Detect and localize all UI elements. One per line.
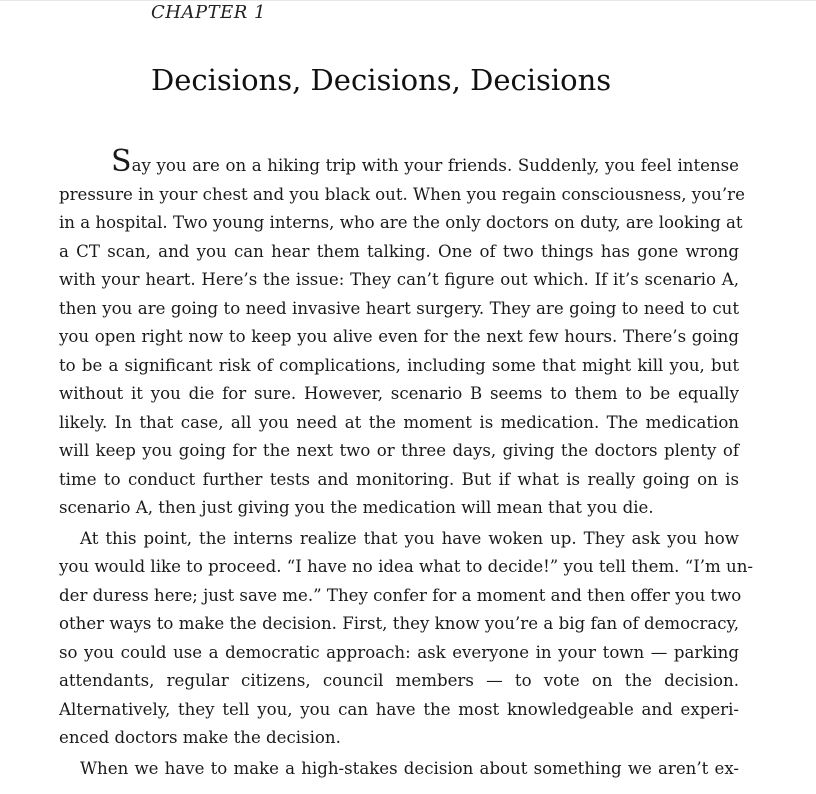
- text-line: to be a significant risk of complications, including some that might kill you, but: [59, 355, 739, 375]
- text-line: enced doctors make the decision.: [59, 728, 341, 747]
- text-line: without it you die for sure. However, scenario B seems to them to be equally: [59, 384, 739, 403]
- drop-cap: S: [111, 144, 132, 179]
- text-line: other ways to make the decision. First, they know you’re a big fan of democracy,: [59, 614, 739, 633]
- text-line: in a hospital. Two young interns, who are the only doctors on duty, are looking at: [59, 213, 743, 232]
- text-line: At this point, the interns realize that you have woken up. They ask you how: [80, 528, 739, 548]
- paragraph-1: [59, 144, 745, 523]
- text-line: will keep you going for the next two or three days, giving the doctors plenty of: [59, 441, 739, 460]
- text-line: time to conduct further tests and monitoring. But if what is really going on is: [59, 469, 739, 489]
- text-line: scenario A, then just giving you the medication will mean that you die.: [59, 498, 654, 517]
- text-line: you would like to proceed. “I have no idea what to decide!” you tell them. “I’m un-: [59, 557, 754, 576]
- top-rule: [0, 0, 816, 1]
- text-line: a CT scan, and you can hear them talking. One of two things has gone wrong: [59, 241, 739, 261]
- text-line: pressure in your chest and you black out. When you regain consciousness, you’re: [59, 184, 745, 204]
- paragraph-2: [59, 525, 754, 753]
- text-line: Say you are on a hiking trip with your friends. Suddenly, you feel intense: [111, 144, 739, 179]
- text-line: When we have to make a high-stakes decision about something we aren’t ex-: [80, 758, 739, 778]
- chapter-title: Decisions, Decisions, Decisions: [151, 63, 612, 97]
- paragraph-3: [59, 755, 739, 784]
- text-line: then you are going to need invasive heart surgery. They are going to need to cut: [59, 298, 739, 318]
- text-line: der duress here; just save me.” They confer for a moment and then offer you two: [59, 585, 742, 605]
- text-line: attendants, regular citizens, council members — to vote on the decision.: [59, 671, 739, 690]
- text-line: you open right now to keep you alive even for the next few hours. There’s going: [59, 327, 739, 346]
- text-line: likely. In that case, all you need at the moment is medication. The medication: [59, 412, 739, 432]
- chapter-label: CHAPTER 1: [151, 2, 266, 23]
- text-line: so you could use a democratic approach: ask everyone in your town — parking: [59, 642, 739, 662]
- text-line: with your heart. Here’s the issue: They can’t figure out which. If it’s scenario A,: [59, 270, 739, 289]
- body-text: [59, 144, 754, 783]
- text-line: Alternatively, they tell you, you can have the most knowledgeable and experi-: [59, 699, 739, 719]
